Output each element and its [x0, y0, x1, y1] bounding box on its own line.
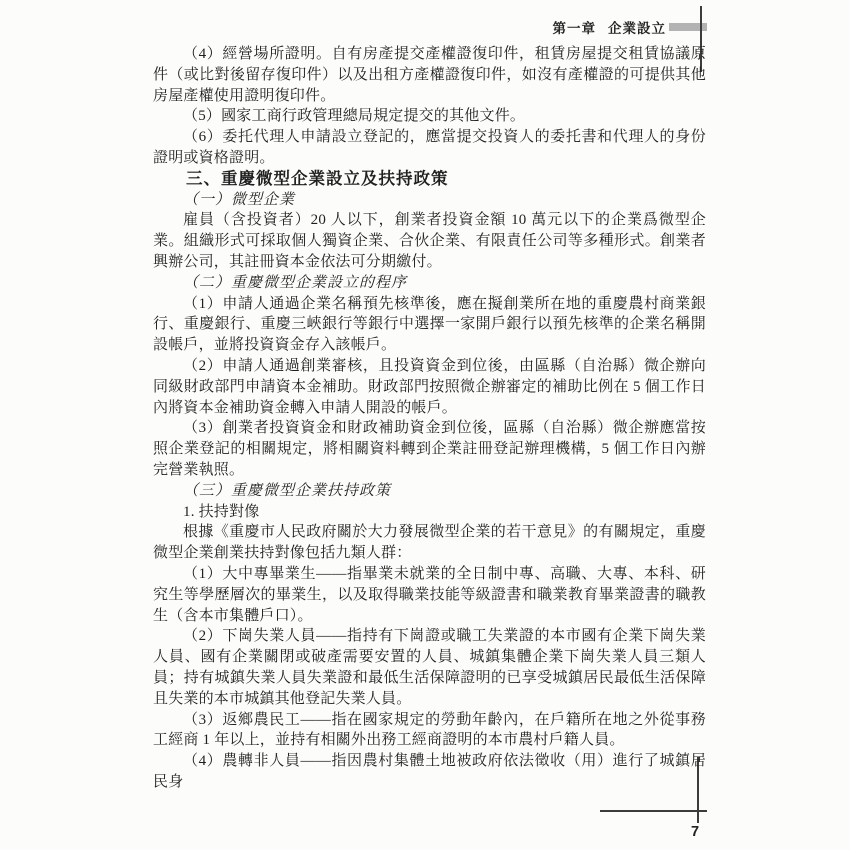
subsection-heading: （二）重慶微型企業設立的程序: [183, 274, 408, 291]
paragraph: （2）申請人通過創業審核，且投資資金到位後，由區縣（自治縣）微企辦向同級財政部門申請資本金補助。財政部門按照微企辦審定的補助比例在 5 個工作日內將資本金補助資金轉入申請人開設的帳戶。: [153, 357, 706, 416]
chapter-label: 第一章: [552, 21, 596, 36]
body-text: [153, 44, 706, 793]
paragraph: （2）下崗失業人員——指持有下崗證或職工失業證的本市國有企業下崗失業人員、國有企業關閉或破產需要安置的人員、城鎮集體企業下崗失業人員三類人員；持有城鎮失業人員失業證和最低生活保障證明的已享受城鎮居民最低生活保障且失業的本市城鎮其他登記失業人員。: [153, 628, 706, 707]
paragraph: （1）申請人通過企業名稱預先核準後，應在擬創業所在地的重慶農村商業銀行、重慶銀行、重慶三峽銀行等銀行中選擇一家開戶銀行以預先核準的企業名稱開設帳戶，並將投資資金存入該帳戶。: [153, 295, 706, 354]
paragraph: （4）經營場所證明。自有房產提交產權證復印件，租賃房屋提交租賃協議原件（或比對後留存復印件）以及出租方產權證復印件，如沒有產權證的可提供其他房屋產權使用證明復印件。: [153, 46, 706, 104]
paragraph: （5）國家工商行政管理總局規定提交的其他文件。: [183, 108, 526, 125]
page-number: 7: [690, 824, 700, 840]
paragraph: （4）農轉非人員——指因農村集體土地被政府依法徵收（用）進行了城鎮居民身: [153, 753, 706, 790]
paragraph: （1）大中專畢業生——指畢業未就業的全日制中專、高職、大專、本科、研究生等學歷層次的畢業生，以及取得職業技能等級證書和職業教育畢業證書的職教生（含本市集體戶口）。: [153, 565, 706, 624]
paragraph: 雇員（含投資者）20 人以下，創業者投資金額 10 萬元以下的企業爲微型企業。組織形式可採取個人獨資企業、合伙企業、有限責任公司等多種形式。創業者興辦公司，其註冊資本金依法可分期繳付。: [153, 212, 706, 270]
subsection-heading: （三）重慶微型企業扶持政策: [183, 482, 392, 499]
paragraph: （3）返鄉農民工——指在國家規定的勞動年齡內，在戶籍所在地之外從事務工經商 1 年以上，並持有相關外出務工經商證明的本市農村戶籍人員。: [153, 711, 706, 749]
paragraph: （3）創業者投資資金和財政補助資金到位後，區縣（自治縣）微企辦應當按照企業登記的相關規定，將相關資料轉到企業註冊登記辦理機構，5 個工作日內辦完營業執照。: [153, 420, 706, 478]
running-head: [0, 17, 666, 37]
section-label: 企業設立: [608, 21, 666, 36]
subsection-heading: （一）微型企業: [183, 191, 296, 208]
trim-mark-bottom-horizontal: [600, 810, 707, 812]
numbered-item-heading: 1. 扶持對像: [183, 503, 260, 520]
paragraph: 根據《重慶市人民政府關於大力發展微型企業的若干意見》的有關規定，重慶微型企業創業扶持對像包括九類人群：: [153, 524, 706, 562]
section-heading: 三、重慶微型企業設立及扶持政策: [186, 169, 449, 188]
paragraph: （6）委托代理人申請設立登記的，應當提交投資人的委托書和代理人的身份證明或資格證明。: [153, 129, 706, 166]
